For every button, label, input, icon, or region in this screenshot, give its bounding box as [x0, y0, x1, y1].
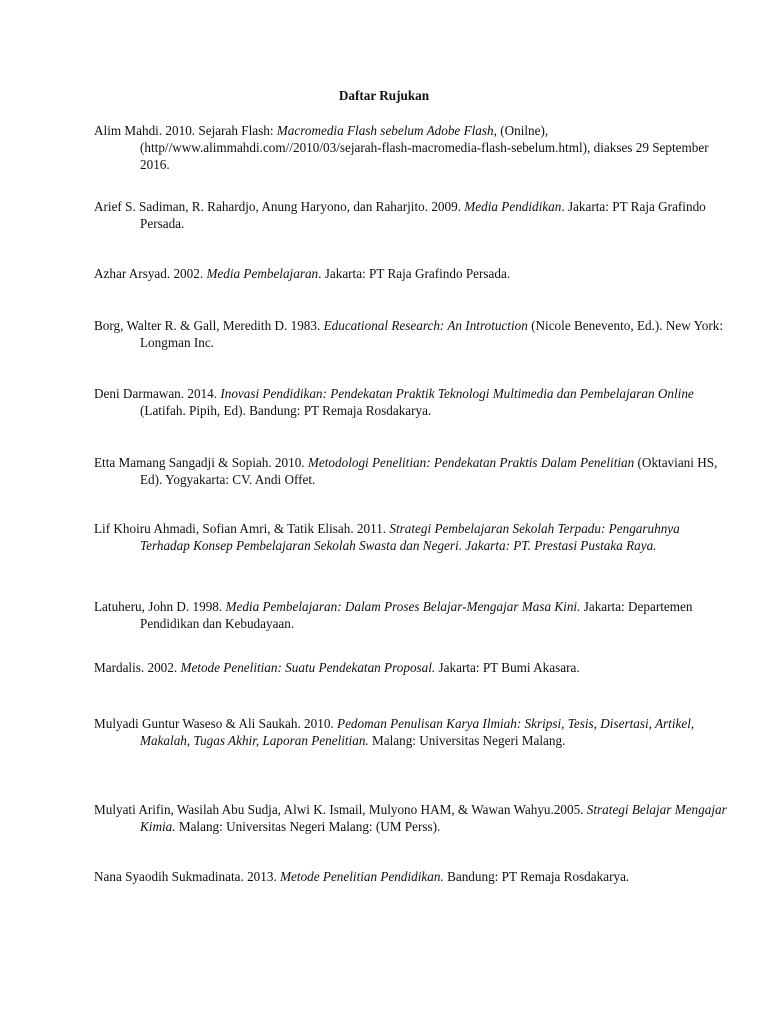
reference-text: Borg, Walter R. & Gall, Meredith D. 1983.	[94, 318, 324, 333]
reference-text: , (Onilne),(http//www.alimmahdi.com//2010/03/sejarah-flash-macromedia-flash-sebelum.html), diakses 29 September 2016.	[140, 123, 709, 172]
reference-text: Mulyadi Guntur Waseso & Ali Saukah. 2010.	[94, 716, 338, 731]
reference-text: Jakarta: PT Bumi Akasara.	[435, 660, 580, 675]
reference-text: Arief S. Sadiman, R. Rahardjo, Anung Haryono, dan Raharjito. 2009.	[94, 199, 465, 214]
reference-title: Metode Penelitian: Suatu Pendekatan Proposal.	[180, 660, 436, 675]
reference-entry	[94, 659, 730, 676]
reference-title: Media Pembelajaran: Dalam Proses Belajar-Mengajar Masa Kini.	[225, 599, 581, 614]
page-title: Daftar Rujukan	[338, 88, 430, 103]
reference-text: (Latifah. Pipih, Ed). Bandung: PT Remaja Rosdakarya.	[140, 403, 432, 418]
reference-entry	[94, 122, 730, 173]
reference-title: Metode Penelitian Pendidikan.	[280, 869, 444, 884]
reference-entry	[94, 385, 730, 419]
reference-text: Deni Darmawan. 2014.	[94, 386, 221, 401]
reference-title: Strategi Belajar Mengajar Kimia.	[140, 802, 727, 834]
reference-text: (Nicole Benevento, Ed.). New York: Longman Inc.	[140, 318, 724, 350]
reference-title: Media Pembelajaran	[206, 266, 319, 281]
reference-text: Etta Mamang Sangadji & Sopiah. 2010.	[94, 455, 308, 470]
reference-text: . Jakarta: PT Raja Grafindo Persada.	[318, 266, 511, 281]
reference-title: Metodologi Penelitian: Pendekatan Praktis Dalam Penelitian	[307, 455, 635, 470]
reference-title: Macromedia Flash sebelum Adobe Flash	[276, 123, 494, 138]
reference-text: Lif Khoiru Ahmadi, Sofian Amri, & Tatik Elisah. 2011.	[94, 521, 390, 536]
reference-title: Media Pendidikan	[464, 199, 562, 214]
reference-text: . Jakarta: PT Raja Grafindo Persada.	[140, 199, 706, 231]
reference-text: (Oktaviani HS, Ed). Yogyakarta: CV. Andi Offet.	[140, 455, 718, 487]
reference-entry	[94, 801, 730, 835]
reference-title: Educational Research: An Introtuction	[323, 318, 528, 333]
reference-text: Alim Mahdi. 2010. Sejarah Flash:	[94, 123, 277, 138]
reference-entry	[94, 520, 730, 554]
reference-entry	[94, 198, 730, 232]
reference-text: Latuheru, John D. 1998.	[94, 599, 226, 614]
reference-text: Mardalis. 2002.	[94, 660, 181, 675]
reference-entry	[94, 868, 730, 885]
reference-text: Jakarta: Departemen Pendidikan dan Kebudayaan.	[140, 599, 693, 631]
reference-entry	[94, 317, 730, 351]
reference-title: Inovasi Pendidikan: Pendekatan Praktik Teknologi Multimedia dan Pembelajaran Online	[220, 386, 694, 401]
reference-text: Malang: Universitas Negeri Malang: (UM Perss).	[175, 819, 441, 834]
reference-entry	[94, 715, 730, 749]
reference-entry	[94, 598, 730, 632]
reference-text: Azhar Arsyad. 2002.	[94, 266, 207, 281]
reference-text: Mulyati Arifin, Wasilah Abu Sudja, Alwi K. Ismail, Mulyono HAM, & Wawan Wahyu.2005.	[94, 802, 587, 817]
reference-text: Malang: Universitas Negeri Malang.	[368, 733, 566, 748]
reference-title: Strategi Pembelajaran Sekolah Terpadu: Pengaruhnya Terhadap Konsep Pembelajaran Sekolah Swasta dan Negeri. Jakarta: PT. Prestasi Pustaka Raya.	[140, 521, 680, 553]
reference-text: Nana Syaodih Sukmadinata. 2013.	[94, 869, 281, 884]
reference-entry	[94, 265, 730, 282]
reference-title: Pedoman Penulisan Karya Ilmiah: Skripsi, Tesis, Disertasi, Artikel, Makalah, Tugas Akhir, Laporan Penelitian.	[140, 716, 695, 748]
reference-entry	[94, 454, 730, 488]
reference-text: Bandung: PT Remaja Rosdakarya.	[443, 869, 630, 884]
